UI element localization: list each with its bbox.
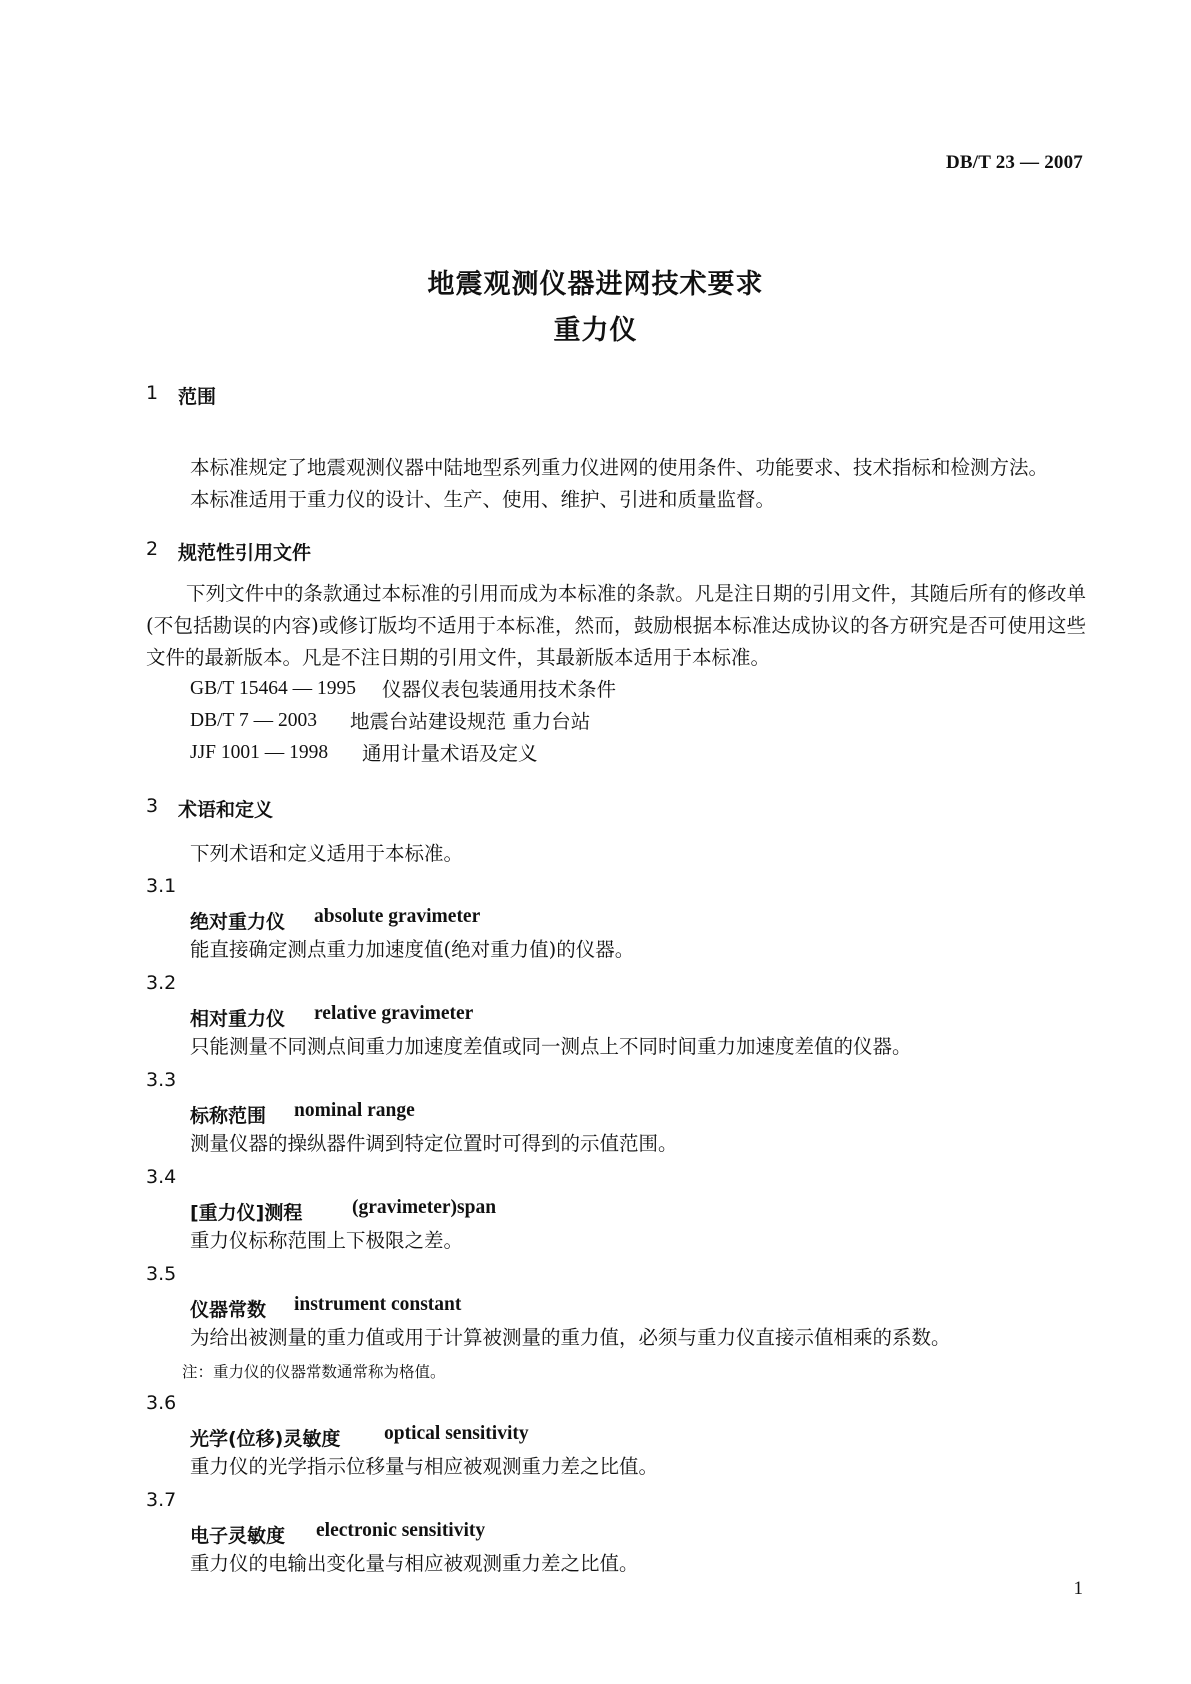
reference-2-title: 地震台站建设规范 重力台站 [350,710,591,733]
term-3-5-en: instrument constant [294,1294,462,1315]
term-3-4-definition: 重力仪标称范围上下极限之差。 [190,1229,464,1252]
term-3-1-zh: 绝对重力仪 [190,911,286,933]
section-2-number: 2 [146,538,159,560]
term-3-3-zh: 标称范围 [190,1105,267,1127]
section-3-title: 术语和定义 [178,799,274,821]
page-number: 1 [1073,1578,1083,1599]
term-3-7-definition: 重力仪的电输出变化量与相应被观测重力差之比值。 [190,1552,639,1575]
section-2-title: 规范性引用文件 [178,542,312,564]
term-3-2-number: 3.2 [146,972,177,994]
term-3-1-definition: 能直接确定测点重力加速度值(绝对重力值)的仪器。 [190,938,635,961]
term-3-3-en: nominal range [294,1100,415,1121]
term-3-6-zh: 光学(位移)灵敏度 [190,1428,341,1450]
term-3-5-note: 注：重力仪的仪器常数通常称为格值。 [182,1363,446,1381]
reference-2-code: DB/T 7 — 2003 [190,710,317,731]
term-3-6-number: 3.6 [146,1392,177,1414]
term-3-4-en: (gravimeter)span [352,1197,497,1218]
section-2-intro: 下列文件中的条款通过本标准的引用而成为本标准的条款。凡是注日期的引用文件，其随后所有的修改单(不包括勘误的内容)或修订版均不适用于本标准，然而，鼓励根据本标准达成协议的各方研究是否可使用这些文件的最新版本。凡是不注日期的引用文件，其最新版本适用于本标准。 [146,582,1086,669]
term-3-4-zh: [重力仪]测程 [190,1202,303,1224]
term-3-5-definition: 为给出被测量的重力值或用于计算被测量的重力值，必须与重力仪直接示值相乘的系数。 [190,1326,951,1349]
term-3-2-zh: 相对重力仪 [190,1008,286,1030]
term-3-6-en: optical sensitivity [384,1423,529,1444]
document-subtitle: 重力仪 [553,315,638,346]
term-3-6-definition: 重力仪的光学指示位移量与相应被观测重力差之比值。 [190,1455,659,1478]
term-3-1-en: absolute gravimeter [314,906,481,927]
term-3-3-number: 3.3 [146,1069,177,1091]
term-3-2-en: relative gravimeter [314,1003,474,1024]
section-1-paragraph-1: 本标准规定了地震观测仪器中陆地型系列重力仪进网的使用条件、功能要求、技术指标和检测方法。 [190,456,1049,479]
term-3-3-definition: 测量仪器的操纵器件调到特定位置时可得到的示值范围。 [190,1132,678,1155]
section-1-number: 1 [146,382,159,404]
term-3-4-number: 3.4 [146,1166,177,1188]
document-title: 地震观测仪器进网技术要求 [427,269,764,300]
reference-1-code: GB/T 15464 — 1995 [190,678,356,699]
section-3-intro: 下列术语和定义适用于本标准。 [190,842,464,865]
section-1-paragraph-2: 本标准适用于重力仪的设计、生产、使用、维护、引进和质量监督。 [190,488,776,511]
term-3-7-en: electronic sensitivity [316,1520,486,1541]
term-3-5-zh: 仪器常数 [190,1299,267,1321]
reference-1-title: 仪器仪表包装通用技术条件 [382,678,617,701]
term-3-7-zh: 电子灵敏度 [190,1525,286,1547]
section-3-number: 3 [146,795,159,817]
term-3-2-definition: 只能测量不同测点间重力加速度差值或同一测点上不同时间重力加速度差值的仪器。 [190,1035,912,1058]
reference-3-code: JJF 1001 — 1998 [190,742,329,763]
standard-code: DB/T 23 — 2007 [945,152,1083,173]
reference-3-title: 通用计量术语及定义 [362,742,538,765]
term-3-1-number: 3.1 [146,875,177,897]
term-3-7-number: 3.7 [146,1489,177,1511]
term-3-5-number: 3.5 [146,1263,177,1285]
section-1-title: 范围 [178,386,217,408]
